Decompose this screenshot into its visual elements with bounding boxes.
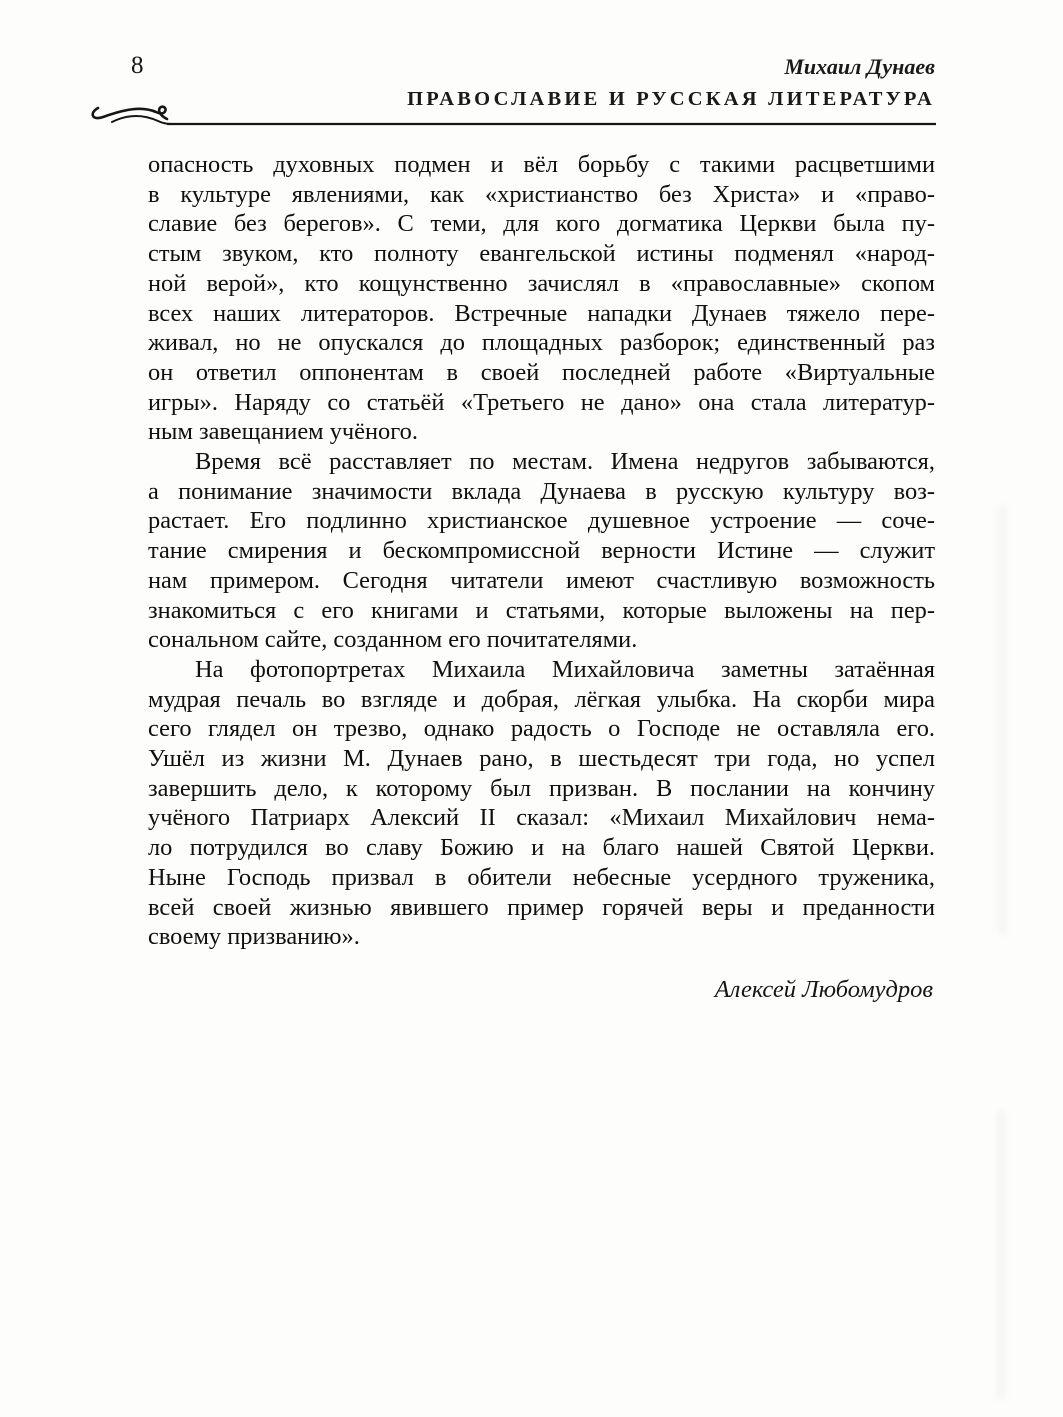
text-line: растает. Его подлинно христианское душевное устроение — соче- [148,507,935,535]
text-line: тание смирения и бескомпромиссной верности Истине — служит [148,537,935,565]
text-line: ло потрудился во славу Божию и на благо нашей Святой Церкви. [148,834,935,862]
text-line: славие без берегов». С теми, для кого догматика Церкви была пу- [148,210,935,238]
signature-author: Алексей Любомудров [714,976,933,1003]
text-line: ным завещанием учёного. [148,418,418,446]
running-head-book-title: ПРАВОСЛАВИЕ И РУССКАЯ ЛИТЕРАТУРА [407,88,935,110]
text-line: Ныне Господь призвал в обители небесные усердного труженика, [148,863,935,891]
text-line: Ушёл из жизни М. Дунаев рано, в шестьдесят три года, но успел [148,745,935,773]
text-line: ной верой», кто кощунственно зачислял в «православные» скопом [148,269,935,297]
body-text [148,150,935,952]
text-line: живал, но не опускался до площадных разборок; единственный раз [148,329,935,357]
text-line: учёного Патриарх Алексий II сказал: «Михаил Михайлович нема- [148,804,935,832]
text-line: он ответил оппонентам в своей последней работе «Виртуальные [148,358,935,386]
text-line: На фотопортретах Михаила Михайловича заметны затаённая [195,655,935,683]
text-line: стым звуком, кто полноту евангельской истины подменял «народ- [148,240,935,268]
text-line: игры». Наряду со статьёй «Третьего не дано» она стала литератур- [148,388,935,416]
text-line: всех наших литераторов. Встречные нападки Дунаев тяжело пере- [148,299,935,327]
scan-bleed-artifact [997,505,1007,935]
text-line: опасность духовных подмен и вёл борьбу с такими расцветшими [148,151,935,178]
running-head-author: Михаил Дунаев [784,54,935,79]
flourish-rule-ornament-icon [90,98,940,136]
text-line: в культуре явлениями, как «христианство без Христа» и «право- [148,180,935,208]
text-line: завершить дело, к которому был призван. В послании на кончину [148,774,935,802]
text-line: всей своей жизнью явившего пример горячей веры и преданности [148,893,935,921]
text-line: сональном сайте, созданном его почитателями. [148,626,638,654]
text-line: мудрая печаль во взгляде и добрая, лёгкая улыбка. На скорби мира [148,685,935,713]
page-number: 8 [131,52,144,79]
text-line: сего глядел он трезво, однако радость о Господе не оставляла его. [148,715,935,743]
text-line: нам примером. Сегодня читатели имеют счастливую возможность [148,566,935,594]
scan-bleed-artifact [996,1110,1006,1400]
text-line: а понимание значимости вклада Дунаева в русскую культуру воз- [148,477,935,505]
text-line: знакомиться с его книгами и статьями, которые выложены на пер- [148,596,935,624]
text-line: Время всё расставляет по местам. Имена недругов забываются, [195,448,935,476]
text-line: своему призванию». [148,923,360,951]
